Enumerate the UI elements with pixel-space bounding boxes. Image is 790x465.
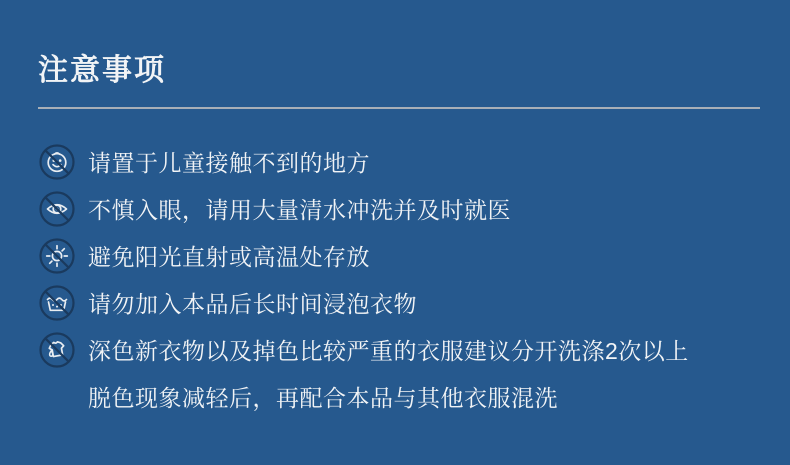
- notice-item-eyes: [0, 185, 790, 232]
- notice-item-text: 避免阳光直射或高温处存放: [88, 244, 370, 270]
- dark-clothes-wash-icon: [38, 331, 76, 369]
- no-soaking-icon: [38, 284, 76, 322]
- notice-item-text: 请勿加入本品后长时间浸泡衣物: [88, 291, 417, 317]
- title-divider: [38, 107, 760, 109]
- notice-item-text: 不慎入眼，请用大量清水冲洗并及时就医: [88, 197, 511, 223]
- notice-item-text: 深色新衣物以及掉色比较严重的衣服建议分开洗涤2次以上: [88, 338, 689, 364]
- no-children-icon: [38, 143, 76, 181]
- notice-item-dark-clothes: [0, 326, 790, 373]
- notice-item-children: [0, 138, 790, 185]
- notice-item-text: 脱色现象减轻后，再配合本品与其他衣服混洗: [88, 385, 558, 411]
- notice-list: [0, 138, 790, 420]
- notice-item-sunlight: [0, 232, 790, 279]
- notice-item-text: 请置于儿童接触不到的地方: [88, 150, 370, 176]
- notice-item-dark-clothes-line2: [0, 373, 790, 420]
- no-sunlight-icon: [38, 237, 76, 275]
- no-eye-contact-icon: [38, 190, 76, 228]
- page-title: 注意事项: [38, 54, 166, 87]
- notice-item-soaking: [0, 279, 790, 326]
- header: [0, 0, 790, 90]
